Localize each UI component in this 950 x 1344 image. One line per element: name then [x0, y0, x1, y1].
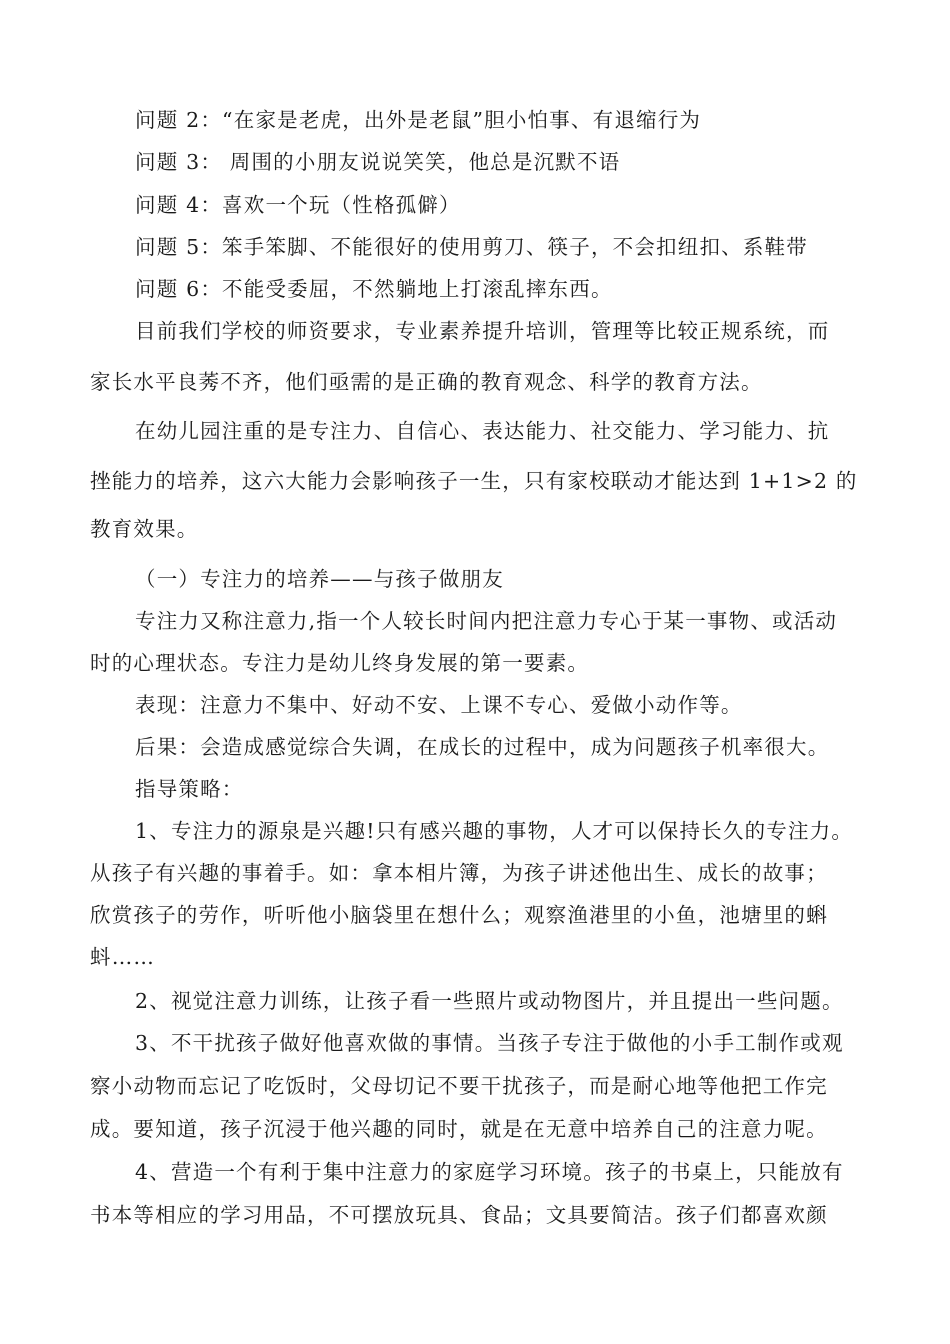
paragraph-abilities-line-1: 在幼儿园注重的是专注力、自信心、表达能力、社交能力、学习能力、抗: [135, 419, 830, 443]
consequences-line: 后果：会造成感觉综合失调，在成长的过程中，成为问题孩子机率很大。: [135, 735, 830, 759]
strategy-1-line-4: 蚪……: [90, 945, 156, 969]
question-4-line: 问题 4：喜欢一个玩（性格孤僻）: [135, 193, 461, 217]
strategy-3-line-2: 察小动物而忘记了吃饭时，父母切记不要干扰孩子，而是耐心地等他把工作完: [90, 1074, 828, 1098]
strategy-heading: 指导策略：: [135, 777, 244, 801]
definition-line-1: 专注力又称注意力,指一个人较长时间内把注意力专心于某一事物、或活动: [135, 609, 838, 633]
paragraph-teachers-line-2: 家长水平良莠不齐，他们亟需的是正确的教育观念、科学的教育方法。: [90, 370, 763, 394]
paragraph-teachers-line-1: 目前我们学校的师资要求，专业素养提升培训，管理等比较正规系统，而: [135, 319, 830, 343]
strategy-4-line-2: 书本等相应的学习用品，不可摆放玩具、食品；文具要简洁。孩子们都喜欢颜: [90, 1203, 828, 1227]
strategy-3-line-3: 成。要知道，孩子沉浸于他兴趣的同时，就是在无意中培养自己的注意力呢。: [90, 1117, 828, 1141]
strategy-1-line-2: 从孩子有兴趣的事着手。如：拿本相片簿，为孩子讲述他出生、成长的故事；: [90, 861, 828, 885]
paragraph-abilities-line-3: 教育效果。: [90, 517, 199, 541]
question-6-line: 问题 6：不能受委屈，不然躺地上打滚乱摔东西。: [135, 277, 613, 301]
symptoms-line: 表现：注意力不集中、好动不安、上课不专心、爱做小动作等。: [135, 693, 743, 717]
definition-line-2: 时的心理状态。专注力是幼儿终身发展的第一要素。: [90, 651, 590, 675]
section-heading: （一）专注力的培养——与孩子做朋友: [135, 567, 504, 591]
strategy-1-line-1: 1、专注力的源泉是兴趣!只有感兴趣的事物，人才可以保持长久的专注力。: [135, 819, 854, 843]
question-5-line: 问题 5：笨手笨脚、不能很好的使用剪刀、筷子，不会扣纽扣、系鞋带: [135, 235, 808, 259]
strategy-1-line-3: 欣赏孩子的劳作，听听他小脑袋里在想什么；观察渔港里的小鱼，池塘里的蝌: [90, 903, 828, 927]
strategy-2-line: 2、视觉注意力训练，让孩子看一些照片或动物图片，并且提出一些问题。: [135, 989, 844, 1013]
paragraph-abilities-line-2: 挫能力的培养，这六大能力会影响孩子一生，只有家校联动才能达到 1+1>2 的: [90, 469, 858, 493]
question-3-line: 问题 3： 周围的小朋友说说笑笑，他总是沉默不语: [135, 150, 621, 174]
strategy-3-line-1: 3、不干扰孩子做好他喜欢做的事情。当孩子专注于做他的小手工制作或观: [135, 1031, 844, 1055]
question-2-line: 问题 2：“在家是老虎，出外是老鼠”胆小怕事、有退缩行为: [135, 108, 702, 132]
strategy-4-line-1: 4、营造一个有利于集中注意力的家庭学习环境。孩子的书桌上，只能放有: [135, 1160, 844, 1184]
